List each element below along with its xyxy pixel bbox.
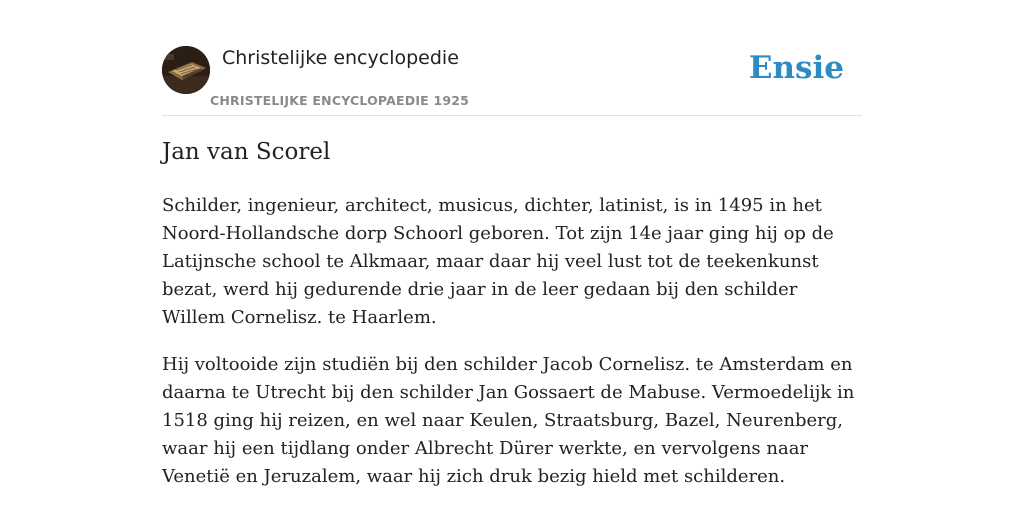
site-name[interactable]: Christelijke encyclopedie (222, 47, 459, 69)
book-photo-icon (162, 46, 210, 94)
site-subtitle: CHRISTELIJKE ENCYCLOPAEDIE 1925 (210, 93, 470, 108)
brand-logo[interactable]: Ensie (748, 50, 844, 86)
article-title: Jan van Scorel (162, 139, 331, 165)
article-body (162, 192, 862, 510)
article-paragraph: Hij voltooide zijn studiën bij den schilder Jacob Cornelisz. te Amsterdam en daarna te Utrecht bij den schilder Jan Gossaert de Mabuse. Vermoedelijk in 1518 ging hij reizen, en wel naar Keulen, Straatsburg, Bazel, Neurenberg, waar hij een tijdlang onder Albrecht Dürer werkte, en vervolgens naar Venetië en Jeruzalem, waar hij zich druk bezig hield met schilderen. (162, 354, 855, 487)
article-paragraph: Schilder, ingenieur, architect, musicus, dichter, latinist, is in 1495 in het Noord-Hollandsche dorp Schoorl geboren. Tot zijn 14e jaar ging hij op de Latijnsche school te Alkmaar, maar daar hij veel lust tot de teekenkunst bezat, werd hij gedurende drie jaar in de leer gedaan bij den schilder Willem Cornelisz. te Haarlem. (162, 195, 834, 328)
header (162, 46, 862, 116)
avatar[interactable] (162, 46, 210, 94)
